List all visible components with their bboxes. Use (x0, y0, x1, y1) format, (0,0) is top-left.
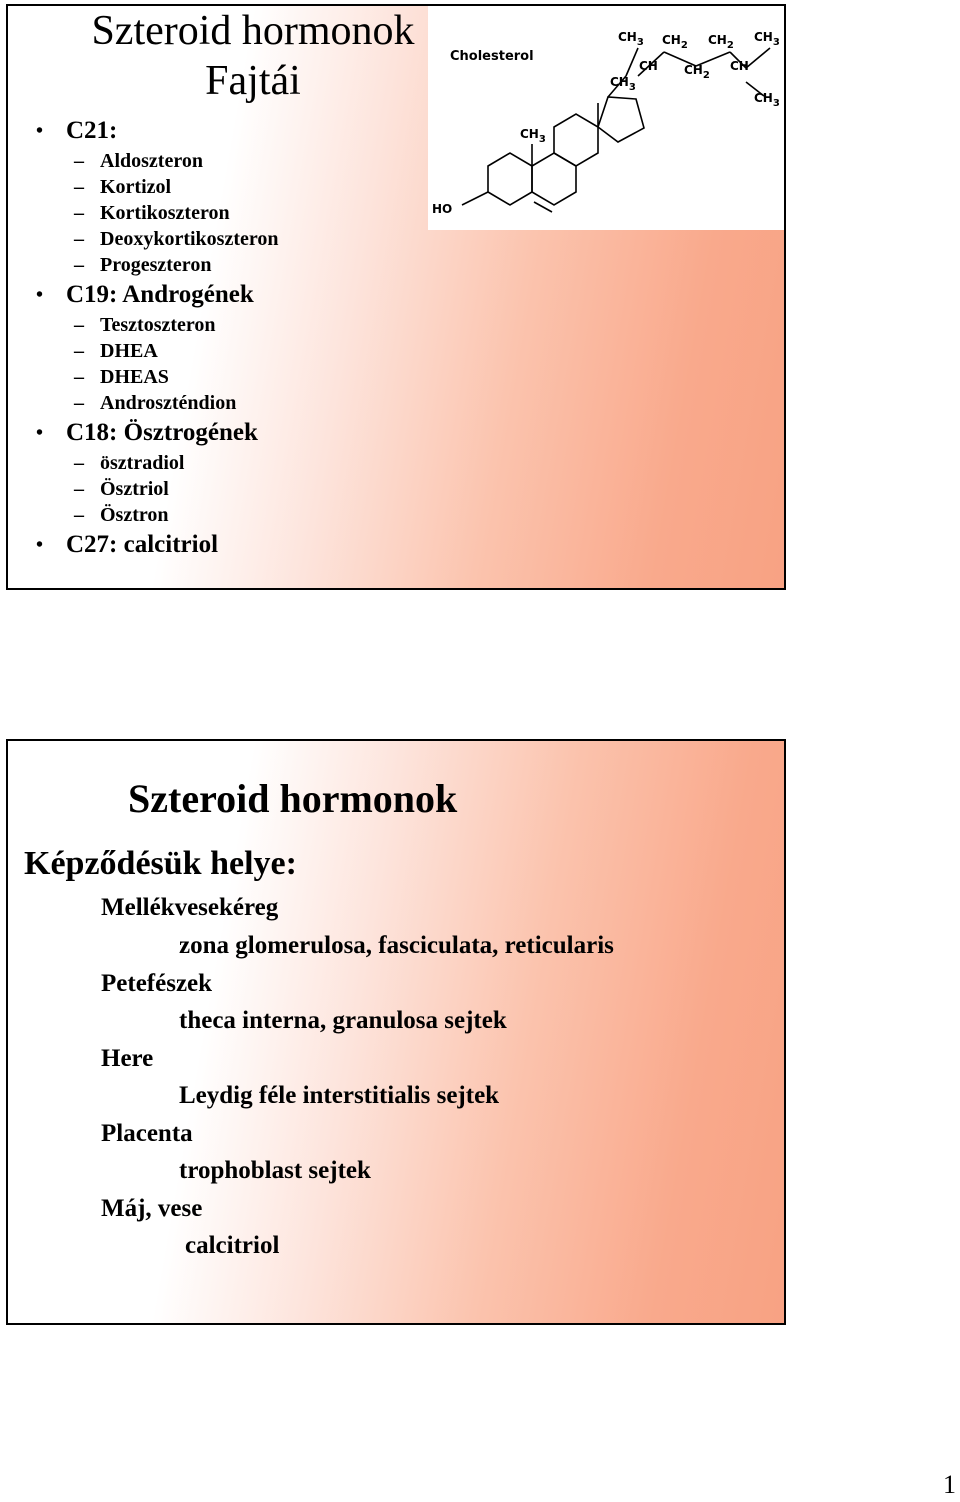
organ-row: Here (101, 1045, 154, 1072)
outline-subitem (8, 338, 428, 364)
dash-icon: – (74, 504, 84, 526)
subitem-label: Progeszteron (100, 254, 212, 276)
dash-icon: – (74, 202, 84, 224)
outline-bullet (8, 530, 428, 562)
subitem-label: Kortizol (100, 176, 172, 198)
bullet-icon: • (36, 284, 44, 306)
outline-bullet (8, 280, 428, 312)
organ-row: Placenta (101, 1120, 193, 1147)
page-number: 1 (943, 1470, 956, 1499)
ring-c (554, 114, 598, 166)
structure-name: Cholesterol (450, 49, 534, 64)
title-line-1: Szteroid hormonok (91, 8, 415, 54)
subitem-label: DHEA (100, 340, 158, 362)
ch3-label: $CH_3$ (754, 91, 780, 109)
bullet-label: C19: Androgének (66, 281, 254, 308)
cell-row: trophoblast sejtek (179, 1157, 371, 1184)
slide-title (83, 6, 423, 106)
dash-icon: – (74, 228, 84, 250)
hormone-outline (8, 114, 428, 562)
cholesterol-structure-svg (428, 6, 786, 230)
ch2-label: $CH_2$ (684, 63, 710, 81)
ring-b (532, 153, 576, 205)
ch-label: CH (639, 59, 658, 73)
bullet-icon: • (36, 534, 44, 556)
ch2-label: $CH_2$ (662, 33, 688, 51)
subitem-label: Kortikoszteron (100, 202, 230, 224)
dash-icon: – (74, 340, 84, 362)
ring-d (598, 97, 644, 142)
slide-subtitle: Képződésük helye: (24, 845, 297, 882)
dash-icon: – (74, 392, 84, 414)
ch3-label: $CH_3$ (754, 30, 780, 48)
outline-subitem (8, 148, 428, 174)
subitem-label: Aldoszteron (100, 150, 203, 172)
dash-icon: – (74, 314, 84, 336)
outline-subitem (8, 200, 428, 226)
slide-title: Szteroid hormonok (128, 776, 458, 821)
subitem-label: Androszténdion (100, 392, 237, 414)
cell-row: theca interna, granulosa sejtek (179, 1007, 507, 1034)
subitem-label: Deoxykortikoszteron (100, 228, 279, 250)
slide-steroid-types (6, 4, 786, 590)
organ-row: Mellékvesekéreg (101, 894, 279, 921)
bullet-label: C21: (66, 117, 118, 144)
bullet-label: C27: calcitriol (66, 531, 219, 558)
outline-bullet (8, 116, 428, 148)
outline-bullet (8, 418, 428, 450)
subitem-label: DHEAS (100, 366, 169, 388)
cell-row: Leydig féle interstitialis sejtek (179, 1082, 500, 1109)
ch3-label: $CH_3$ (618, 30, 644, 48)
ring-a (488, 153, 532, 205)
dash-icon: – (74, 478, 84, 500)
dash-icon: – (74, 254, 84, 276)
ch2-label: $CH_2$ (708, 33, 734, 51)
outline-subitem (8, 174, 428, 200)
bullet-icon: • (36, 422, 44, 444)
cell-row: zona glomerulosa, fasciculata, reticularis (179, 932, 614, 959)
dash-icon: – (74, 452, 84, 474)
outline-subitem (8, 502, 428, 528)
ch3-label: $CH_3$ (610, 75, 636, 93)
outline-subitem (8, 226, 428, 252)
cell-row: calcitriol (185, 1232, 280, 1259)
dash-icon: – (74, 150, 84, 172)
title-line-2: Fajtái (205, 58, 301, 104)
cholesterol-structure (428, 6, 786, 230)
organ-row: Petefészek (101, 970, 213, 997)
subitem-label: Tesztoszteron (100, 314, 216, 336)
outline-subitem (8, 312, 428, 338)
slide-steroid-sites (6, 739, 786, 1325)
outline-subitem (8, 252, 428, 278)
ho-label: HO (432, 202, 453, 216)
outline-subitem (8, 450, 428, 476)
organ-row: Máj, vese (101, 1195, 203, 1222)
ch3-label: $CH_3$ (520, 127, 546, 145)
subitem-label: ösztradiol (100, 452, 185, 474)
dash-icon: – (74, 176, 84, 198)
subitem-label: Ösztron (100, 504, 169, 526)
bullet-icon: • (36, 120, 44, 142)
ch-label: CH (730, 59, 749, 73)
double-bond (534, 202, 552, 212)
outline-subitem (8, 476, 428, 502)
outline-subitem (8, 364, 428, 390)
outline-subitem (8, 390, 428, 416)
dash-icon: – (74, 366, 84, 388)
subitem-label: Ösztriol (100, 478, 169, 500)
bullet-label: C18: Ösztrogének (66, 419, 258, 446)
